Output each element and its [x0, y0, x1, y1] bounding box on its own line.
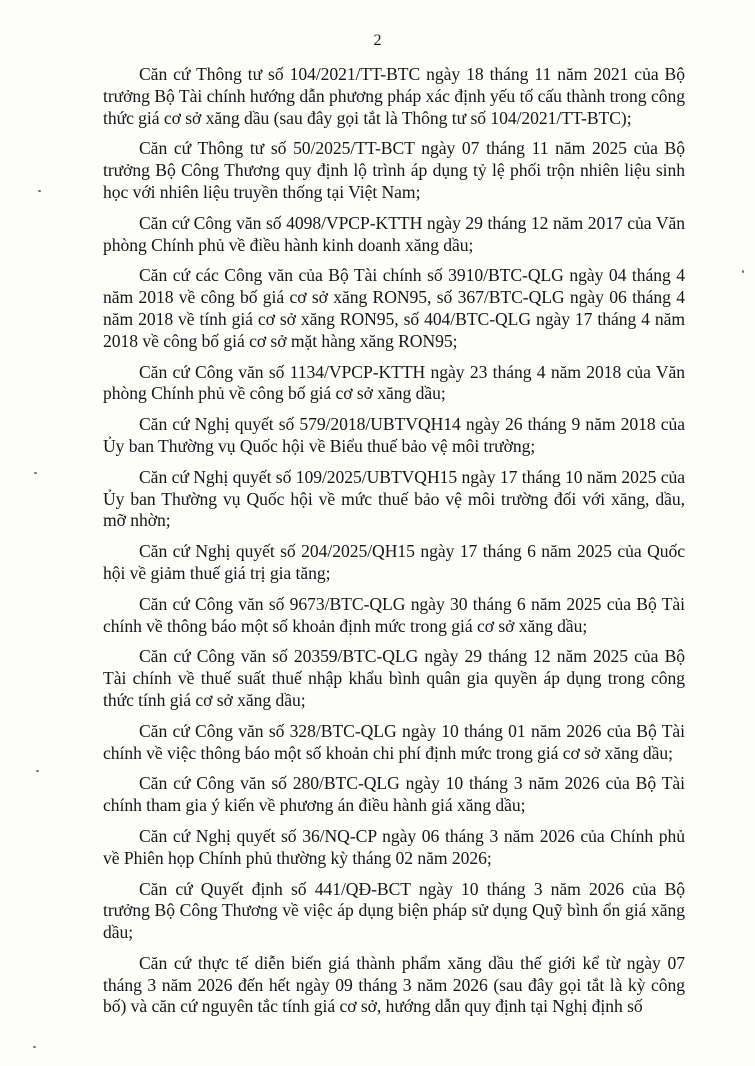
- paragraph: Căn cứ Công văn số 280/BTC-QLG ngày 10 tháng 3 năm 2026 của Bộ Tài chính tham gia ý kiến về phương án điều hành giá xăng dầu;: [103, 773, 685, 816]
- scan-speck: [33, 1046, 36, 1048]
- paragraph: Căn cứ Quyết định số 441/QĐ-BCT ngày 10 tháng 3 năm 2026 của Bộ trưởng Bộ Công Thương về việc áp dụng biện pháp sử dụng Quỹ bình ổn giá xăng dầu;: [103, 878, 685, 943]
- paragraph: Căn cứ Công văn số 4098/VPCP-KTTH ngày 29 tháng 12 năm 2017 của Văn phòng Chính phủ về điều hành kinh doanh xăng dầu;: [103, 212, 685, 255]
- paragraph: Căn cứ Công văn số 20359/BTC-QLG ngày 29 tháng 12 năm 2025 của Bộ Tài chính về thuế suất thuế nhập khẩu bình quân gia quyền áp dụng trong công thức tính giá cơ sở xăng dầu;: [103, 646, 685, 710]
- paragraph: Căn cứ Nghị quyết số 204/2025/QH15 ngày 17 tháng 6 năm 2025 của Quốc hội về giảm thuế giá trị gia tăng;: [103, 541, 685, 583]
- paragraph: Căn cứ thực tế diễn biến giá thành phẩm xăng dầu thế giới kể từ ngày 07 tháng 3 năm 2026 đến hết ngày 09 tháng 3 năm 2026 (sau đây gọi tắt là kỳ công bố) và căn cứ nguyên tắc tính giá cơ sở, hướng dẫn quy định tại Nghị định số: [103, 952, 685, 1017]
- paragraph: Căn cứ các Công văn của Bộ Tài chính số 3910/BTC-QLG ngày 04 tháng 4 năm 2018 về công bố giá cơ sở xăng RON95, số 367/BTC-QLG ngày 06 tháng 4 năm 2018 về tính giá cơ sở xăng RON95, số 404/BTC-QLG ngày 17 tháng 4 năm 2018 về công bố giá cơ sở mặt hàng xăng RON95;: [103, 265, 685, 351]
- document-body: [103, 64, 685, 1027]
- paragraph: Căn cứ Công văn số 1134/VPCP-KTTH ngày 23 tháng 4 năm 2018 của Văn phòng Chính phủ về công bố giá cơ sở xăng dầu;: [103, 361, 685, 404]
- scan-speck: [34, 472, 37, 474]
- paragraph: Căn cứ Nghị quyết số 579/2018/UBTVQH14 ngày 26 tháng 9 năm 2018 của Ủy ban Thường vụ Quốc hội về Biểu thuế bảo vệ môi trường;: [103, 414, 685, 456]
- paragraph: Căn cứ Nghị quyết số 36/NQ-CP ngày 06 tháng 3 năm 2026 của Chính phủ về Phiên họp Chính phủ thường kỳ tháng 02 năm 2026;: [103, 825, 685, 868]
- paragraph: Căn cứ Công văn số 328/BTC-QLG ngày 10 tháng 01 năm 2026 của Bộ Tài chính về việc thông báo một số khoản chi phí định mức trong giá cơ sở xăng dầu;: [103, 720, 685, 763]
- scan-speck: [742, 270, 744, 273]
- paragraph: Căn cứ Thông tư số 104/2021/TT-BTC ngày 18 tháng 11 năm 2021 của Bộ trưởng Bộ Tài chính hướng dẫn phương pháp xác định yếu tố cấu thành trong công thức giá cơ sở xăng dầu (sau đây gọi tắt là Thông tư số 104/2021/TT-BTC);: [103, 64, 685, 128]
- scan-speck: [36, 770, 39, 772]
- paragraph: Căn cứ Nghị quyết số 109/2025/UBTVQH15 ngày 17 tháng 10 năm 2025 của Ủy ban Thường vụ Quốc hội về mức thuế bảo vệ môi trường đối với xăng, dầu, mỡ nhờn;: [103, 466, 685, 531]
- paragraph: Căn cứ Thông tư số 50/2025/TT-BCT ngày 07 tháng 11 năm 2025 của Bộ trưởng Bộ Công Thương quy định lộ trình áp dụng tỷ lệ phối trộn nhiên liệu sinh học với nhiên liệu truyền thống tại Việt Nam;: [103, 138, 685, 202]
- scan-speck: [38, 190, 41, 192]
- page-number: 2: [373, 32, 382, 49]
- paragraph: Căn cứ Công văn số 9673/BTC-QLG ngày 30 tháng 6 năm 2025 của Bộ Tài chính về thông báo một số khoản định mức trong giá cơ sở xăng dầu;: [103, 593, 685, 636]
